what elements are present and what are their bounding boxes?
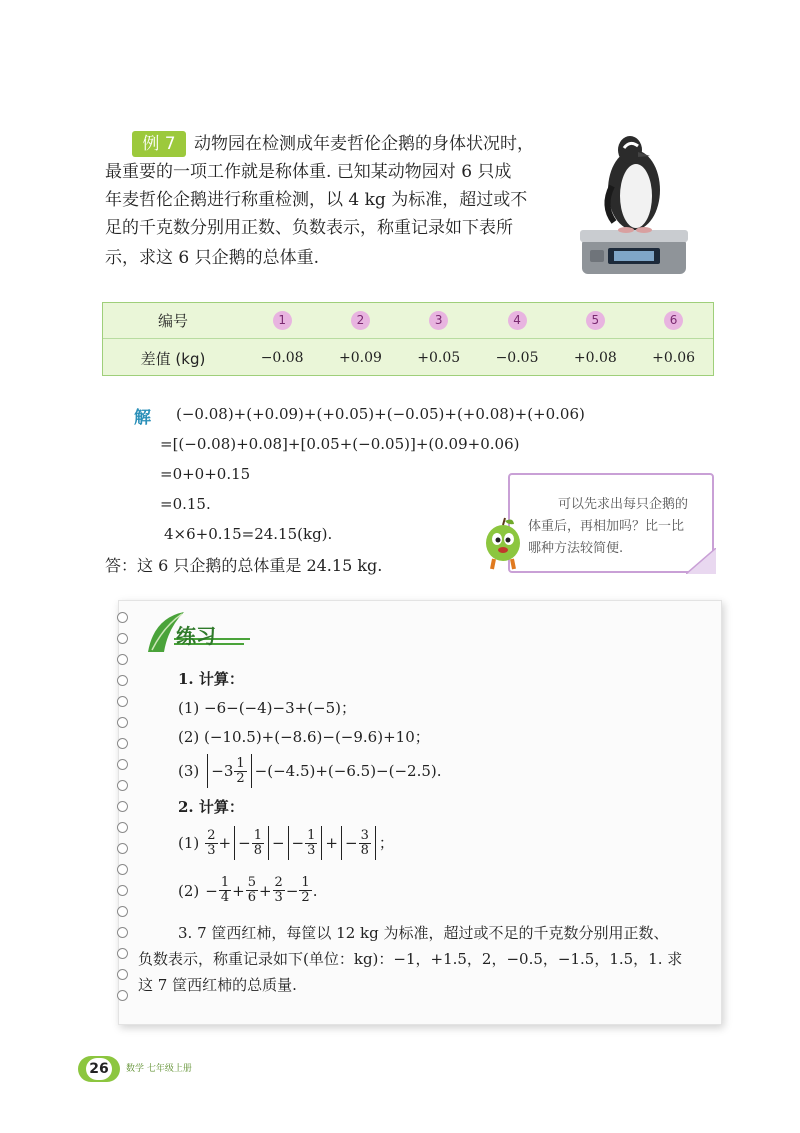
row-header-id: 编号 bbox=[157, 312, 188, 330]
example-tag: 例 7 bbox=[132, 131, 186, 157]
question-2-title: 2. 计算： bbox=[178, 798, 244, 816]
expression-rest: −(−4.5)+(−6.5)−(−2.5). bbox=[254, 762, 442, 780]
question-1-item-3 bbox=[178, 754, 442, 788]
fraction: $\frac{1}{3}$ bbox=[307, 827, 316, 858]
question-1-item-1: (1) −6−(−4)−3+(−5)； bbox=[178, 699, 357, 717]
binder-ring bbox=[117, 906, 128, 917]
item-prefix: (1) bbox=[178, 834, 200, 852]
diff-cell: +0.06 bbox=[652, 350, 696, 366]
diff-cell: +0.05 bbox=[417, 350, 461, 366]
binder-ring bbox=[117, 759, 128, 770]
abs-bar bbox=[251, 754, 252, 788]
penguin-on-scale-image bbox=[578, 126, 690, 286]
row-header-diff: 差值 (kg) bbox=[140, 349, 206, 368]
apple-mascot-icon bbox=[480, 515, 526, 571]
operator: ； bbox=[378, 834, 394, 852]
abs-bar bbox=[341, 826, 342, 860]
id-cell: 1 bbox=[273, 311, 292, 330]
diff-cell: −0.08 bbox=[260, 350, 304, 366]
id-cell: 6 bbox=[664, 311, 683, 330]
table-row bbox=[103, 303, 713, 339]
sign: + bbox=[258, 881, 272, 900]
end-punct: . bbox=[312, 881, 318, 900]
sign: − bbox=[285, 881, 299, 900]
solution-line-1: (−0.08)+(+0.09)+(+0.05)+(−0.05)+(+0.08)+(+0.06) bbox=[176, 405, 585, 423]
sign: − bbox=[205, 881, 218, 900]
binder-ring bbox=[117, 969, 128, 980]
solution-label: 解 bbox=[134, 408, 151, 428]
fraction: $\frac{2}{3}$ bbox=[274, 875, 283, 905]
example-line-4: 足的千克数分别用正数、负数表示，称重记录如下表所 bbox=[105, 218, 513, 238]
page-number: 26 bbox=[86, 1058, 112, 1080]
binder-ring bbox=[117, 780, 128, 791]
solution-line-3: =0+0+0.15 bbox=[160, 465, 251, 483]
example-line-1: 动物园在检测成年麦哲伦企鹅的身体状况时， bbox=[194, 134, 534, 154]
weight-difference-table bbox=[102, 302, 714, 376]
solution-line-2: =[(−0.08)+0.08]+[0.05+(−0.05)]+(0.09+0.06) bbox=[160, 435, 520, 453]
fraction: $\frac{3}{8}$ bbox=[360, 827, 369, 858]
book-title: 数学 七年级上册 bbox=[126, 1064, 192, 1074]
abs-bar bbox=[268, 826, 269, 860]
binder-ring bbox=[117, 948, 128, 959]
abs-bar bbox=[375, 826, 376, 860]
question-3-line-3: 这 7 筐西红柿的总质量. bbox=[138, 976, 297, 994]
binder-ring bbox=[117, 864, 128, 875]
sign: − bbox=[238, 834, 251, 852]
operator: − bbox=[271, 834, 285, 852]
abs-bar bbox=[207, 754, 208, 788]
hint-line-3: 哪种方法较简便. bbox=[528, 541, 624, 556]
question-3-line-1 bbox=[178, 922, 668, 944]
hint-line-2: 体重后，再相加吗？比一比 bbox=[528, 519, 685, 534]
item-prefix: (2) bbox=[178, 881, 200, 900]
page-curl-icon bbox=[686, 548, 716, 574]
binder-ring bbox=[117, 801, 128, 812]
binder-ring bbox=[117, 990, 128, 1001]
sign: + bbox=[232, 881, 245, 900]
table-row bbox=[103, 340, 713, 376]
question-3-text: 3. 7 筐西红柿，每筐以 12 kg 为标准，超过或不足的千克数分别用正数、 bbox=[178, 924, 669, 942]
binder-ring bbox=[117, 843, 128, 854]
sign: − bbox=[291, 834, 305, 852]
item-prefix: (3) bbox=[178, 762, 200, 780]
operator: + bbox=[218, 834, 232, 852]
binder-ring bbox=[117, 696, 128, 707]
question-2-item-2 bbox=[178, 876, 317, 905]
id-cell: 4 bbox=[508, 311, 527, 330]
fraction: $\frac{1}{2}$ bbox=[236, 755, 245, 786]
binder-ring bbox=[117, 822, 128, 833]
binder-ring bbox=[117, 885, 128, 896]
binder-ring bbox=[117, 927, 128, 938]
operator: + bbox=[325, 834, 338, 852]
binder-ring bbox=[117, 633, 128, 644]
fraction: $\frac{1}{2}$ bbox=[301, 875, 310, 905]
fraction: $\frac{1}{4}$ bbox=[220, 875, 230, 905]
id-cell: 2 bbox=[351, 311, 370, 330]
binder-ring bbox=[117, 717, 128, 728]
hint-line-1: 可以先求出每只企鹅的 bbox=[558, 497, 689, 512]
hint-text bbox=[528, 494, 708, 560]
binder-ring bbox=[117, 738, 128, 749]
solution-line-4: =0.15. bbox=[160, 495, 211, 513]
example-line-2: 最重要的一项工作就是称体重. 已知某动物园对 6 只成 bbox=[105, 162, 512, 182]
mixed-whole: −3 bbox=[211, 762, 234, 780]
solution-line-5: 4×6+0.15=24.15(kg). bbox=[164, 525, 333, 543]
example-line-5: 示，求这 6 只企鹅的总体重. bbox=[105, 248, 320, 268]
fraction: $\frac{1}{8}$ bbox=[253, 827, 262, 858]
answer-text: 答：这 6 只企鹅的总体重是 24.15 kg. bbox=[105, 556, 383, 575]
binder-ring bbox=[117, 654, 128, 665]
question-1-item-2: (2) (−10.5)+(−8.6)−(−9.6)+10； bbox=[178, 728, 430, 746]
id-cell: 3 bbox=[429, 311, 448, 330]
fraction: $\frac{5}{6}$ bbox=[247, 875, 256, 905]
question-1-title: 1. 计算： bbox=[178, 670, 244, 688]
binder-ring bbox=[117, 675, 128, 686]
abs-bar bbox=[321, 826, 322, 860]
abs-bar bbox=[234, 826, 235, 860]
question-2-item-1 bbox=[178, 826, 394, 860]
example-line-3: 年麦哲伦企鹅进行称重检测，以 4 kg 为标准，超过或不 bbox=[105, 190, 528, 210]
binder-ring bbox=[117, 612, 128, 623]
exercise-title: 练习 bbox=[176, 624, 216, 648]
question-3-line-2: 负数表示，称重记录如下(单位：kg)：−1，+1.5，2，−0.5，−1.5，1.5，1. 求 bbox=[138, 950, 683, 968]
sign: − bbox=[344, 834, 358, 852]
abs-bar bbox=[288, 826, 289, 860]
diff-cell: +0.08 bbox=[573, 350, 617, 366]
diff-cell: −0.05 bbox=[495, 350, 539, 366]
fraction: $\frac{2}{3}$ bbox=[207, 827, 216, 858]
diff-cell: +0.09 bbox=[338, 350, 382, 366]
id-cell: 5 bbox=[586, 311, 605, 330]
